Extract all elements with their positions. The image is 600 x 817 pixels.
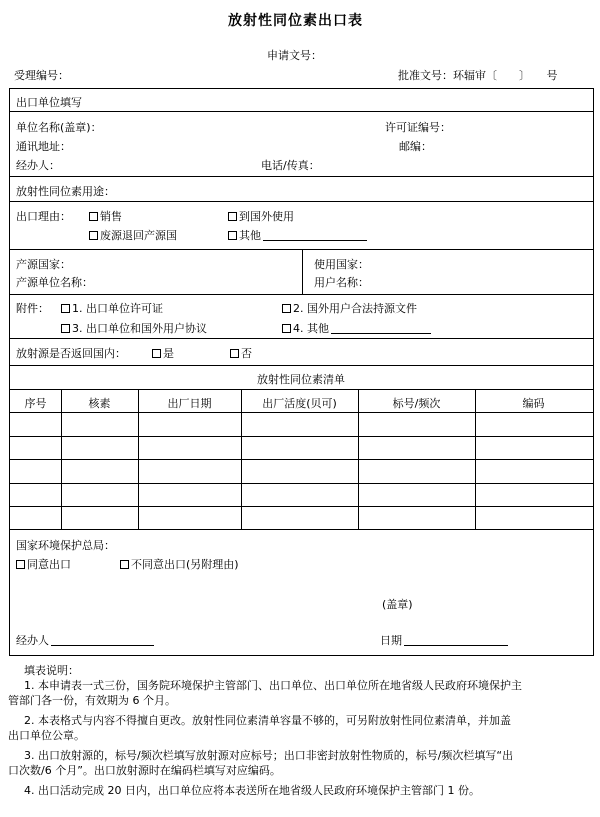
checkbox[interactable]: [228, 231, 237, 240]
checkbox[interactable]: [152, 349, 161, 358]
export-form: [9, 88, 594, 656]
column-header: 出厂活度(贝可): [262, 397, 337, 410]
exporter-section-title: 出口单位填写: [16, 96, 82, 109]
reason-return-source-option[interactable]: 废源退回产源国: [89, 227, 177, 243]
checkbox[interactable]: [61, 324, 70, 333]
rule: [302, 249, 303, 294]
attachment-other-option[interactable]: 4. 其他: [282, 320, 431, 336]
rule: [10, 412, 593, 413]
address-field[interactable]: 通讯地址：: [16, 140, 71, 153]
return-no-option[interactable]: 否: [230, 345, 252, 361]
phone-fax-field[interactable]: 电话/传真：: [261, 159, 320, 172]
origin-unit-field[interactable]: 产源单位名称：: [16, 276, 93, 289]
receipt-number-label: 受理编号：: [14, 69, 69, 82]
checkbox[interactable]: [16, 560, 25, 569]
column-header: 序号: [24, 397, 47, 410]
attachment-agreement-option[interactable]: 3. 出口单位和国外用户协议: [61, 320, 207, 336]
agency-agree-option[interactable]: 同意出口: [16, 556, 71, 572]
checkbox[interactable]: [89, 212, 98, 221]
rule: [10, 436, 593, 437]
note-line: 1. 本申请表一式三份，国务院环境保护主管部门、出口单位、出口单位所在地省级人民政府环境保护主: [24, 679, 522, 692]
rule: [10, 111, 593, 112]
note-line: 管部门各一份，有效期为 6 个月。: [8, 694, 176, 707]
column-header: 编码: [522, 397, 545, 410]
column-header: 标号/频次: [392, 397, 441, 410]
rule: [10, 176, 593, 177]
rule: [10, 365, 593, 366]
page-title: 放射性同位素出口表: [228, 13, 363, 29]
purpose-field[interactable]: 放射性同位素用途：: [16, 185, 115, 198]
checkbox[interactable]: [228, 212, 237, 221]
rule: [10, 338, 593, 339]
inventory-title: 放射性同位素清单: [257, 373, 345, 386]
note-line: 2. 本表格式与内容不得擅自更改。放射性同位素清单容量不够的，可另附放射性同位素清单，并加盖: [24, 714, 511, 727]
return-yes-option[interactable]: 是: [152, 345, 174, 361]
approval-number-label: 批准文号：环辐审〔 〕 号: [398, 69, 558, 82]
date-line[interactable]: [404, 635, 508, 646]
application-number-label: 申请文号：: [267, 49, 322, 62]
agency-disagree-option[interactable]: 不同意出口(另附理由): [120, 556, 239, 572]
checkbox[interactable]: [120, 560, 129, 569]
column-header: 出厂日期: [167, 397, 212, 410]
user-name-field[interactable]: 用户名称：: [314, 276, 369, 289]
reason-label: 出口理由：: [16, 210, 71, 223]
attachments-label: 附件：: [16, 302, 49, 315]
other-reason-line[interactable]: [263, 230, 367, 241]
note-line: 4. 出口活动完成 20 日内，出口单位应将本表送所在地省级人民政府环境保护主管部门 1 份。: [24, 784, 480, 797]
checkbox[interactable]: [230, 349, 239, 358]
unit-name-field[interactable]: 单位名称(盖章)：: [16, 121, 102, 134]
checkbox[interactable]: [61, 304, 70, 313]
agency-date-field[interactable]: 日期: [380, 632, 508, 648]
note-line: 口次数/6 个月”。出口放射源时在编码栏填写对应编码。: [8, 764, 281, 777]
seal-label: (盖章): [382, 598, 413, 611]
rule: [10, 506, 593, 507]
rule: [10, 529, 593, 530]
origin-country-field[interactable]: 产源国家：: [16, 258, 71, 271]
attachment-license-option[interactable]: 1. 出口单位许可证: [61, 300, 163, 316]
attachment-user-docs-option[interactable]: 2. 国外用户合法持源文件: [282, 300, 417, 316]
handler-field[interactable]: 经办人：: [16, 159, 60, 172]
column-header: 核素: [88, 397, 111, 410]
reason-use-abroad-option[interactable]: 到国外使用: [228, 208, 294, 224]
user-country-field[interactable]: 使用国家：: [314, 258, 369, 271]
agency-name: 国家环境保护总局：: [16, 539, 115, 552]
note-line: 出口单位公章。: [8, 729, 85, 742]
rule: [10, 201, 593, 202]
reason-other-option[interactable]: 其他: [228, 227, 367, 243]
other-attachment-line[interactable]: [331, 323, 431, 334]
return-label: 放射源是否返回国内：: [16, 347, 126, 360]
notes-title: 填表说明：: [24, 664, 79, 677]
checkbox[interactable]: [89, 231, 98, 240]
checkbox[interactable]: [282, 304, 291, 313]
rule: [10, 389, 593, 390]
note-line: 3. 出口放射源的，标号/频次栏填写放射源对应标号；出口非密封放射性物质的，标号/频次栏填写“出: [24, 749, 514, 762]
rule: [10, 459, 593, 460]
handler-line[interactable]: [51, 635, 154, 646]
reason-sale-option[interactable]: 销售: [89, 208, 122, 224]
checkbox[interactable]: [282, 324, 291, 333]
rule: [10, 294, 593, 295]
postcode-field[interactable]: 邮编：: [399, 140, 432, 153]
license-number-field[interactable]: 许可证编号：: [385, 121, 451, 134]
agency-handler-field[interactable]: 经办人: [16, 632, 154, 648]
rule: [10, 483, 593, 484]
